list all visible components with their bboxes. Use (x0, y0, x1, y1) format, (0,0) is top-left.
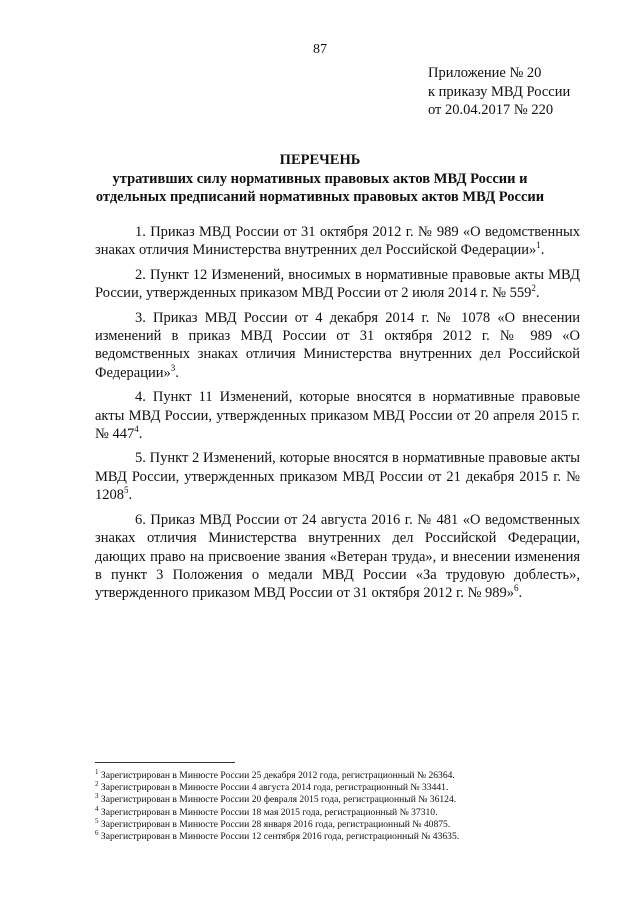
heading-line-2: утративших силу нормативных правовых актов МВД России и (112, 170, 528, 187)
appendix-line-2: к приказу МВД России (428, 83, 571, 100)
list-item: 6. Приказ МВД России от 24 августа 2016 г. № 481 «О ведомственных знаках отличия Министерства внутренних дел Российской Федерации, дающих право на присвоение звания «Ветеран труда», и внесении изменения в пункт 3 Положения о медали МВД России «За трудовую доблесть», утвержденного приказом МВД России от 31 октября 2012 г. № 989»$^6$. (95, 511, 580, 602)
items-list (95, 223, 580, 609)
appendix-block (428, 64, 570, 120)
document-heading (40, 151, 600, 207)
footnote: $^3$ Зарегистрирован в Минюсте России 20 февраля 2015 года, регистрационный № 36124. (95, 792, 457, 806)
list-item: 5. Пункт 2 Изменений, которые вносятся в нормативные правовые акты МВД России, утвержденных приказом МВД России от 21 декабря 2015 г. № 1208$^5$. (95, 450, 580, 504)
footnote: $^4$ Зарегистрирован в Минюсте России 18 мая 2015 года, регистрационный № 37310. (95, 804, 438, 818)
footnote: $^2$ Зарегистрирован в Минюсте России 4 августа 2014 года, регистрационный № 33441. (95, 780, 449, 794)
heading-line-3: отдельных предписаний нормативных правовых актов МВД России (95, 189, 545, 205)
page-number: 87 (313, 42, 327, 57)
list-item: 2. Пункт 12 Изменений, вносимых в нормативные правовые акты МВД России, утвержденных приказом МВД России от 2 июля 2014 г. № $559^2$. (95, 266, 580, 302)
footnote-ref[interactable]: 4 (134, 424, 139, 435)
appendix-line-1: Приложение № 20 (428, 65, 542, 81)
footnote: $^1$ Зарегистрирован в Минюсте России 25 декабря 2012 года, регистрационный № 26364. (95, 767, 455, 781)
footnote-ref[interactable]: 5 (124, 485, 129, 496)
footnote-ref[interactable]: 6 (514, 583, 519, 594)
heading-title: ПЕРЕЧЕНЬ (279, 152, 361, 168)
footnote-divider (95, 762, 235, 763)
appendix-line-3: от 20.04.2017 № 220 (428, 102, 554, 118)
list-item: 1. Приказ МВД России от 31 октября 2012 г. № 989 «О ведомственных знаках отличия Министерства внутренних дел Российской Федерации»$^1$. (95, 224, 580, 259)
footnotes (95, 767, 595, 843)
footnote-ref[interactable]: 3 (170, 363, 176, 374)
list-item: 3. Приказ МВД России от 4 декабря 2014 г. № 1078 «О внесении изменений в приказ МВД России от 31 октября 2012 г. № 989 «О ведомственных знаках отличия Министерства внутренних дел Российской Федерации»$^3$. (95, 309, 580, 381)
footnote: $^5$ Зарегистрирован в Минюсте России 28 января 2016 года, регистрационный № 40875. (95, 816, 451, 830)
list-item: 4. Пункт 11 Изменений, которые вносятся в нормативные правовые акты МВД России, утвержденных приказом МВД России от 20 апреля 2015 г. № $447^4$. (95, 389, 580, 443)
footnote: $^6$ Зарегистрирован в Минюсте России 12 сентября 2016 года, регистрационный № 43635. (95, 828, 460, 843)
footnote-ref[interactable]: 1 (536, 240, 541, 251)
footnote-ref[interactable]: 2 (531, 283, 536, 294)
